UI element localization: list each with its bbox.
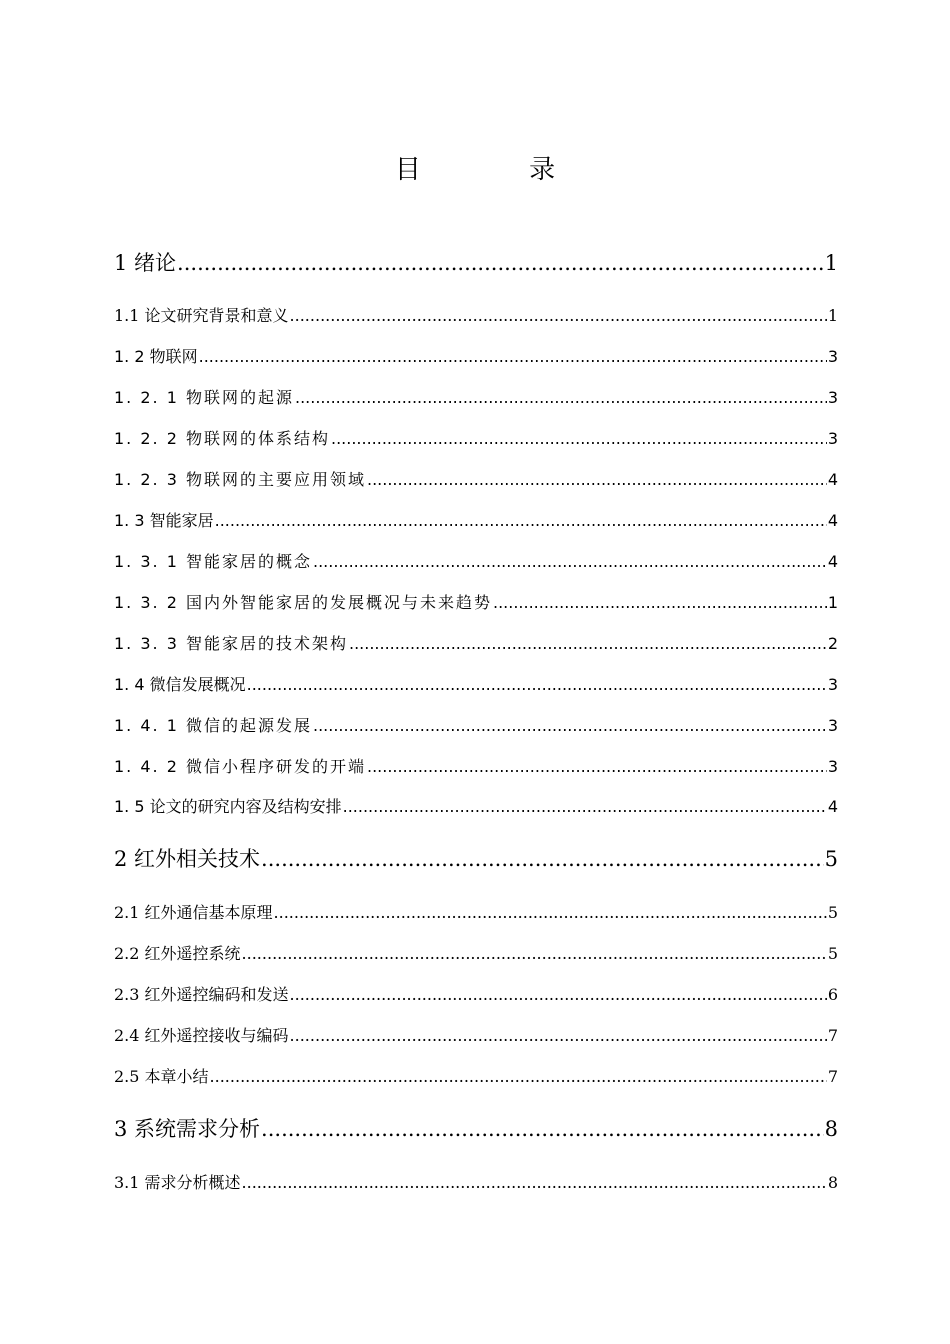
toc-entry-2-4[interactable]: [114, 1025, 838, 1047]
leader-dots: [210, 1066, 827, 1088]
toc-entry-1-2-3[interactable]: [114, 469, 838, 491]
toc-entry-page: 3: [827, 429, 838, 448]
toc-entry-page: 3: [827, 675, 838, 694]
toc-entry-page: 8: [824, 1117, 838, 1141]
toc-entry-1-3-1[interactable]: [114, 551, 838, 573]
toc-entry-page: 5: [827, 944, 838, 963]
toc-entry-label: 1. 2. 2 物联网的体系结构: [114, 429, 330, 448]
toc-entry-label: 1. 5 论文的研究内容及结构安排: [114, 797, 342, 816]
toc-entry-label: 1. 3. 3 智能家居的技术架构: [114, 634, 348, 653]
toc-entry-1[interactable]: [114, 249, 838, 277]
toc-entry-label: 3.1 需求分析概述: [114, 1173, 241, 1192]
toc-entry-label: 2.4 红外遥控接收与编码: [114, 1026, 289, 1045]
leader-dots: [261, 845, 824, 873]
toc-entry-page: 3: [827, 757, 838, 776]
toc-entry-1-3-2[interactable]: [114, 592, 838, 614]
toc-entry-page: 1: [824, 251, 838, 275]
toc-entry-1-2-1[interactable]: [114, 387, 838, 409]
leader-dots: [343, 796, 827, 818]
leader-dots: [215, 510, 827, 532]
toc-entry-page: 7: [827, 1067, 838, 1086]
leader-dots: [290, 305, 827, 327]
toc-entry-page: 5: [827, 903, 838, 922]
toc-entry-label: 2.3 红外遥控编码和发送: [114, 985, 289, 1004]
toc-entry-label: 1. 2 物联网: [114, 347, 198, 366]
toc-entry-label: 2.5 本章小结: [114, 1067, 209, 1086]
leader-dots: [331, 428, 827, 450]
leader-dots: [493, 592, 827, 614]
toc-entry-page: 3: [827, 716, 838, 735]
leader-dots: [290, 984, 827, 1006]
toc-entry-label: 1. 2. 1 物联网的起源: [114, 388, 294, 407]
toc-entry-1-1[interactable]: [114, 305, 838, 327]
toc-entry-label: 1. 3. 1 智能家居的概念: [114, 552, 312, 571]
leader-dots: [177, 249, 824, 277]
toc-entry-1-2[interactable]: [114, 346, 838, 368]
toc-entry-2-2[interactable]: [114, 943, 838, 965]
toc-entry-label: 1 绪论: [114, 251, 177, 275]
leader-dots: [349, 633, 827, 655]
toc-entry-page: 4: [827, 552, 838, 571]
leader-dots: [274, 902, 827, 924]
toc-entry-page: 5: [824, 847, 838, 871]
leader-dots: [290, 1025, 827, 1047]
leader-dots: [242, 943, 827, 965]
toc-entry-2-1[interactable]: [114, 902, 838, 924]
toc-entry-label: 1. 4 微信发展概况: [114, 675, 246, 694]
leader-dots: [313, 715, 827, 737]
toc-entry-1-5[interactable]: [114, 796, 838, 818]
toc-entry-1-3-3[interactable]: [114, 633, 838, 655]
toc-entry-2-5[interactable]: [114, 1066, 838, 1088]
toc-entry-page: 1: [827, 306, 838, 325]
toc-entry-label: 1. 2. 3 物联网的主要应用领域: [114, 470, 366, 489]
page-title: 目 录: [394, 155, 606, 185]
leader-dots: [261, 1115, 824, 1143]
toc-entry-label: 2 红外相关技术: [114, 847, 261, 871]
toc-entry-page: 3: [827, 388, 838, 407]
toc-entry-page: 4: [827, 797, 838, 816]
leader-dots: [367, 469, 827, 491]
toc-entry-label: 2.2 红外遥控系统: [114, 944, 241, 963]
toc-entry-label: 1.1 论文研究背景和意义: [114, 306, 289, 325]
toc-entry-3-1[interactable]: [114, 1172, 838, 1194]
toc-entry-1-4[interactable]: [114, 674, 838, 696]
toc-entry-page: 4: [827, 511, 838, 530]
toc-entry-page: 6: [827, 985, 838, 1004]
leader-dots: [295, 387, 827, 409]
toc-entry-label: 3 系统需求分析: [114, 1117, 261, 1141]
toc-entry-1-4-1[interactable]: [114, 715, 838, 737]
toc-entry-label: 1. 3. 2 国内外智能家居的发展概况与未来趋势: [114, 593, 492, 612]
leader-dots: [367, 756, 827, 778]
leader-dots: [242, 1172, 827, 1194]
toc-entry-page: 3: [827, 347, 838, 366]
toc-entry-label: 1. 3 智能家居: [114, 511, 214, 530]
toc-entry-page: 2: [827, 634, 838, 653]
toc-entry-1-2-2[interactable]: [114, 428, 838, 450]
toc-entry-1-3[interactable]: [114, 510, 838, 532]
toc-entry-2-3[interactable]: [114, 984, 838, 1006]
toc-entry-2[interactable]: [114, 845, 838, 873]
toc-entry-page: 4: [827, 470, 838, 489]
toc-entry-label: 2.1 红外通信基本原理: [114, 903, 273, 922]
leader-dots: [313, 551, 827, 573]
toc-entry-3[interactable]: [114, 1115, 838, 1143]
toc-entry-label: 1. 4. 2 微信小程序研发的开端: [114, 757, 366, 776]
leader-dots: [199, 346, 827, 368]
leader-dots: [247, 674, 827, 696]
toc-entry-page: 8: [827, 1173, 838, 1192]
toc-entry-page: 1: [827, 593, 838, 612]
toc-entry-1-4-2[interactable]: [114, 756, 838, 778]
toc-entry-page: 7: [827, 1026, 838, 1045]
toc-entry-label: 1. 4. 1 微信的起源发展: [114, 716, 312, 735]
